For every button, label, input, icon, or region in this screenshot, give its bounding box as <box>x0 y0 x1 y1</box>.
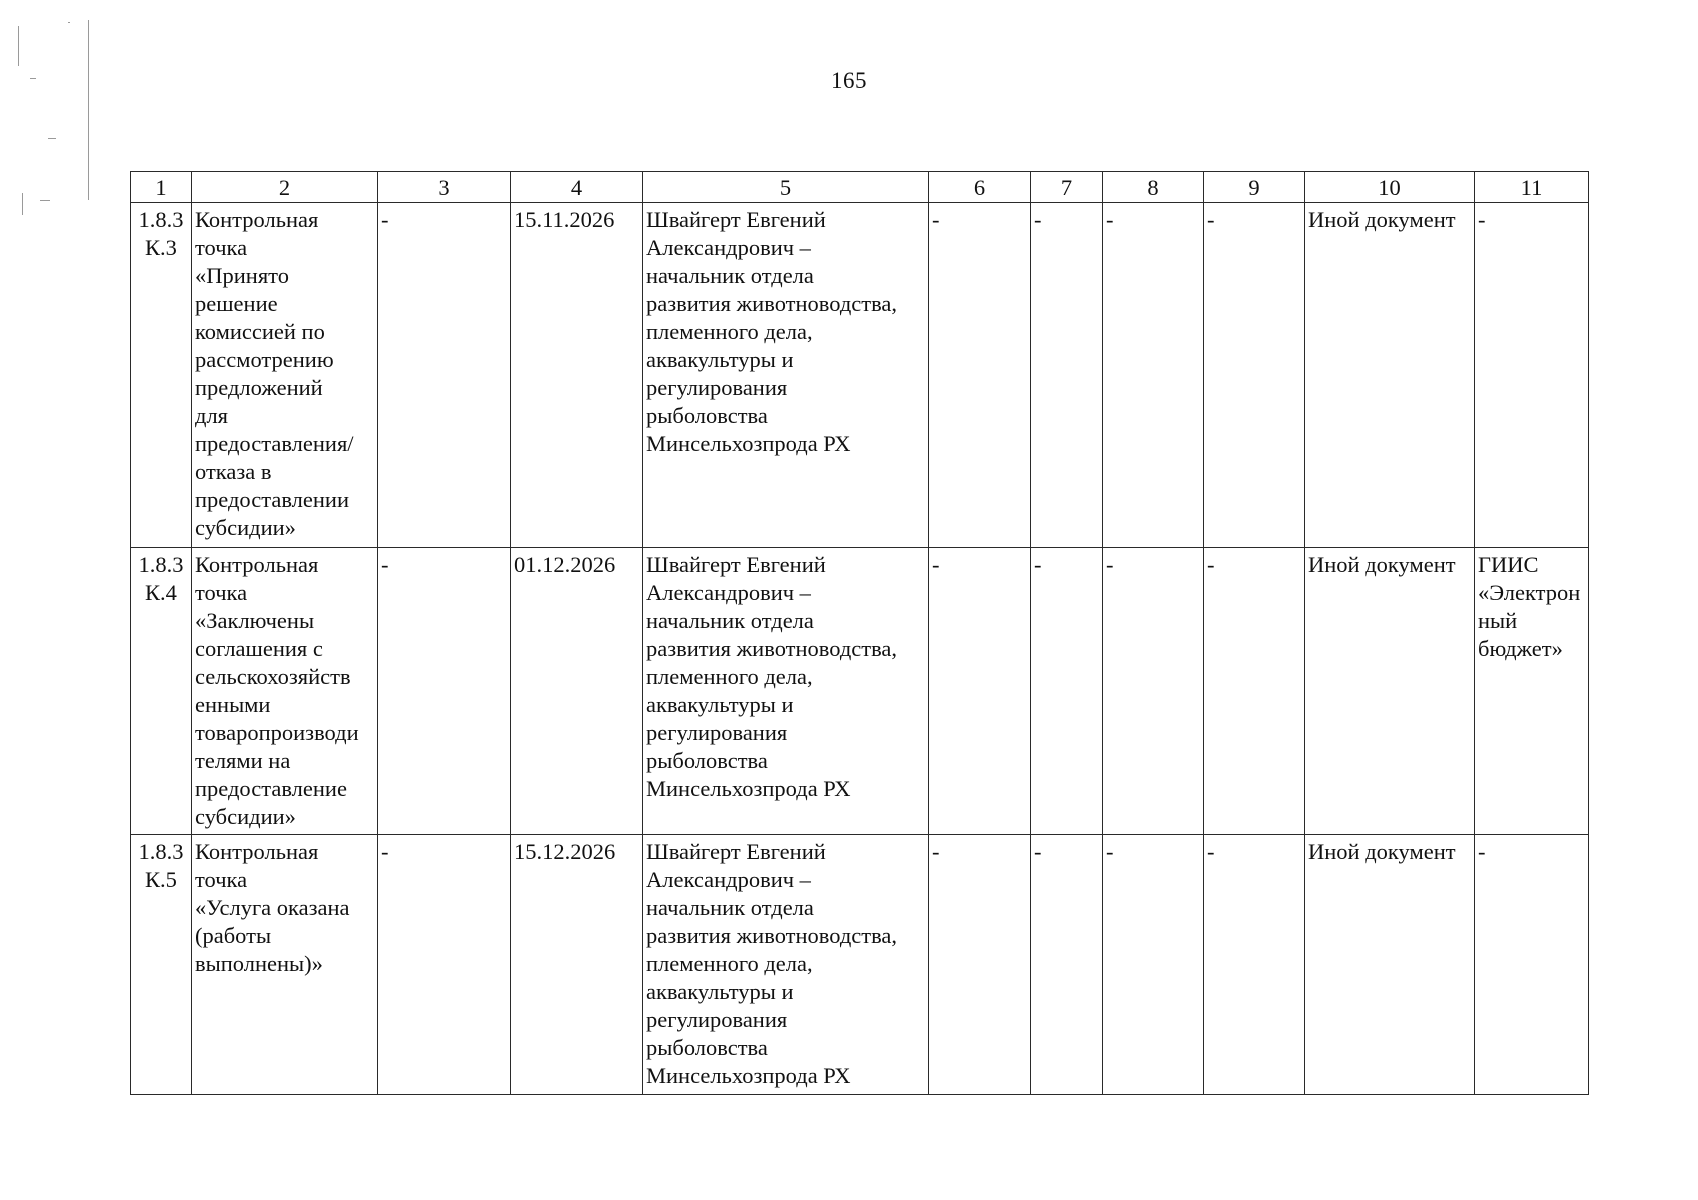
cell-value: - <box>1034 207 1042 232</box>
scan-artifacts <box>18 18 98 228</box>
responsible-person: Швайгерт Евгений Александрович – начальник отдела развития животноводства, племенного дела, аквакультуры и регулирования рыболовства Минсельхозпрода РХ <box>646 552 898 801</box>
checkpoint-name: Контрольная точка «Услуга оказана (работы выполнены)» <box>195 839 350 976</box>
document-type-cell <box>1305 548 1475 835</box>
system-cell <box>1475 835 1589 1095</box>
table-cell <box>1204 203 1305 548</box>
column-header: 8 <box>1103 172 1204 203</box>
table-cell <box>1031 835 1103 1095</box>
table-cell <box>378 203 511 548</box>
data-table <box>130 171 1589 1095</box>
table-cell <box>378 548 511 835</box>
system-cell <box>1475 203 1589 548</box>
cell-value: - <box>1106 207 1114 232</box>
checkpoint-name-cell <box>192 835 378 1095</box>
information-system: - <box>1478 207 1486 232</box>
row-number-cell <box>131 548 192 835</box>
due-date: 15.12.2026 <box>514 839 616 864</box>
table-cell <box>1031 548 1103 835</box>
due-date: 01.12.2026 <box>514 552 616 577</box>
system-cell <box>1475 548 1589 835</box>
responsible-cell <box>643 548 929 835</box>
cell-value: - <box>381 207 389 232</box>
checkpoint-name-cell <box>192 203 378 548</box>
table-cell <box>929 203 1031 548</box>
cell-value: - <box>1034 839 1042 864</box>
date-cell <box>511 203 643 548</box>
table-row <box>131 835 1589 1095</box>
table-cell <box>929 835 1031 1095</box>
cell-value: - <box>932 839 940 864</box>
cell-value: - <box>1034 552 1042 577</box>
table-row <box>131 548 1589 835</box>
row-number: 1.8.3 К.4 <box>138 552 184 605</box>
cell-value: - <box>932 207 940 232</box>
checkpoint-name: Контрольная точка «Заключены соглашения с сельскохозяйств енными товаропроизводи телями на предоставление субсидии» <box>195 552 359 829</box>
responsible-cell <box>643 203 929 548</box>
column-header: 6 <box>929 172 1031 203</box>
column-header: 4 <box>511 172 643 203</box>
responsible-person: Швайгерт Евгений Александрович – начальник отдела развития животноводства, племенного дела, аквакультуры и регулирования рыболовства Минсельхозпрода РХ <box>646 839 898 1088</box>
table-cell <box>1103 203 1204 548</box>
table-cell <box>1031 203 1103 548</box>
information-system: - <box>1478 839 1486 864</box>
row-number-cell <box>131 203 192 548</box>
cell-value: - <box>381 839 389 864</box>
document-type-cell <box>1305 203 1475 548</box>
column-header: 9 <box>1204 172 1305 203</box>
cell-value: - <box>381 552 389 577</box>
document-type: Иной документ <box>1308 552 1456 577</box>
cell-value: - <box>1106 839 1114 864</box>
column-header: 11 <box>1475 172 1589 203</box>
cell-value: - <box>932 552 940 577</box>
table-cell <box>929 548 1031 835</box>
table-cell <box>378 835 511 1095</box>
cell-value: - <box>1207 552 1215 577</box>
document-type: Иной документ <box>1308 839 1456 864</box>
checkpoint-name: Контрольная точка «Принято решение комиссией по рассмотрению предложений для предоставления/ отказа в предоставлении субсидии» <box>195 207 354 540</box>
column-header: 3 <box>378 172 511 203</box>
responsible-cell <box>643 835 929 1095</box>
table-row <box>131 203 1589 548</box>
row-number: 1.8.3 К.5 <box>138 839 184 892</box>
responsible-person: Швайгерт Евгений Александрович – начальник отдела развития животноводства, племенного дела, аквакультуры и регулирования рыболовства Минсельхозпрода РХ <box>646 207 898 456</box>
table-header-row <box>131 172 1589 203</box>
due-date: 15.11.2026 <box>514 207 615 232</box>
table-cell <box>1204 835 1305 1095</box>
document-type: Иной документ <box>1308 207 1456 232</box>
checkpoint-name-cell <box>192 548 378 835</box>
column-header: 5 <box>643 172 929 203</box>
date-cell <box>511 548 643 835</box>
cell-value: - <box>1106 552 1114 577</box>
cell-value: - <box>1207 839 1215 864</box>
row-number: 1.8.3 К.3 <box>138 207 184 260</box>
column-header: 10 <box>1305 172 1475 203</box>
table-cell <box>1103 548 1204 835</box>
column-header: 2 <box>192 172 378 203</box>
row-number-cell <box>131 835 192 1095</box>
cell-value: - <box>1207 207 1215 232</box>
document-type-cell <box>1305 835 1475 1095</box>
table-cell <box>1103 835 1204 1095</box>
date-cell <box>511 835 643 1095</box>
column-header: 1 <box>131 172 192 203</box>
page-number: 165 <box>831 68 867 93</box>
column-header: 7 <box>1031 172 1103 203</box>
table-cell <box>1204 548 1305 835</box>
information-system: ГИИС «Электрон ный бюджет» <box>1478 552 1581 661</box>
